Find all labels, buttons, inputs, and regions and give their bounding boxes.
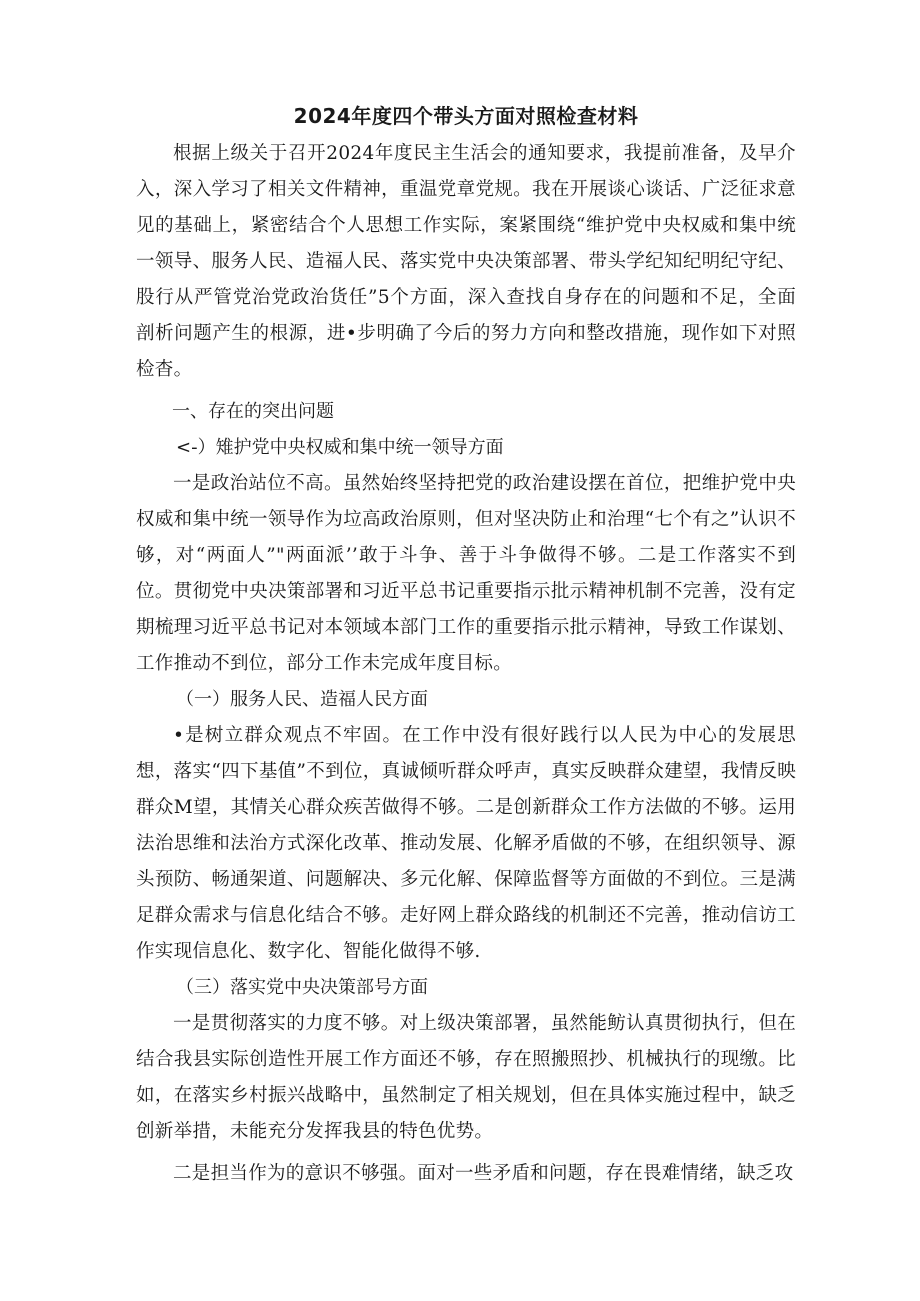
- section-heading-problems: 一、存在的突出问题: [172, 401, 334, 422]
- subsection-3-body-1: 一是贯彻落实的力度不够。对上级决策部署，虽然能鲂认真贯彻执行，但在结合我县实际创造性开展工作方面还不够，存在照搬照抄、机械执行的现缴。比如，在落实乡村振兴战略中，虽然制定了相关规划，但在具体实施过程中，缺乏创新举措，未能充分发挥我县的特色优势。: [136, 1013, 796, 1142]
- subsection-heading-3: （三）落实党中央决策部号方面: [176, 977, 428, 998]
- subsection-3-body-2: 二是担当作为的意识不够强。面对一些矛盾和问题，存在畏难情绪，缺乏攻: [173, 1163, 794, 1184]
- intro-paragraph: 根据上级关于召开2024年度民主生活会的通知要求，我提前准备，及早介入，深入学习了相关文件精神，重温党章党规。我在开展谈心谈话、广泛征求意见的基础上，紧密结合个人思想工作实际，案紧围绕“维护党中央权威和集中统一领导、服务人民、造福人民、落实党中央决策部署、带头学纪知纪明纪守纪、股行从严管党治党政治货任”5个方面，深入查找自身存在的问题和不足，全面剖析问题产生的根源，进•步明确了今后的努力方向和整改措施，现作如下对照检杳。: [136, 143, 796, 380]
- subsection-heading-1: <-）雉护党中央权威和集中统一领导方面: [176, 437, 504, 458]
- document-title: 2024年度四个带头方面对照检查材料: [293, 104, 639, 128]
- subsection-1-body: 一是政治站位不高。虽然始终坚持把党的政治建设摆在首位，把维护党中央权威和集中统一领导作为垃高政治原则，但对坚决防止和治理“七个有之”认识不够，对“两面人”"两面派’’敢于斗争、善于斗争做得不够。二是工作落实不到位。贯彻党中央决策部署和习近平总书记重要指示批示精神机制不完善，没有定期梳理习近平总书记对本领域本部门工作的重要指示批示精神，导致工作谋划、工作推动不到位，部分工作未完成年度目标。: [136, 473, 796, 674]
- subsection-heading-2: （一）服务人民、造福人民方面: [176, 689, 428, 710]
- document-page: [136, 100, 796, 1192]
- subsection-2-body: •是树立群众观点不牢固。在工作中没有很好践行以人民为中心的发展思想，落实“四下基值”不到位，真诚倾听群众呼声，真实反映群众建望，我情反映群众M望，其情关心群众疾苦做得不够。二是创新群众工作方法做的不够。运用法治思维和法治方式深化改革、推动发展、化解矛盾做的不够，在组织领导、源头预防、畅通架道、问题解决、多元化解、保障监督等方面做的不到位。三是满足群众需求与信息化结合不够。走好网上群众路线的机制还不完善，推动信访工作实现信息化、数字化、智能化做得不够.: [136, 725, 796, 962]
